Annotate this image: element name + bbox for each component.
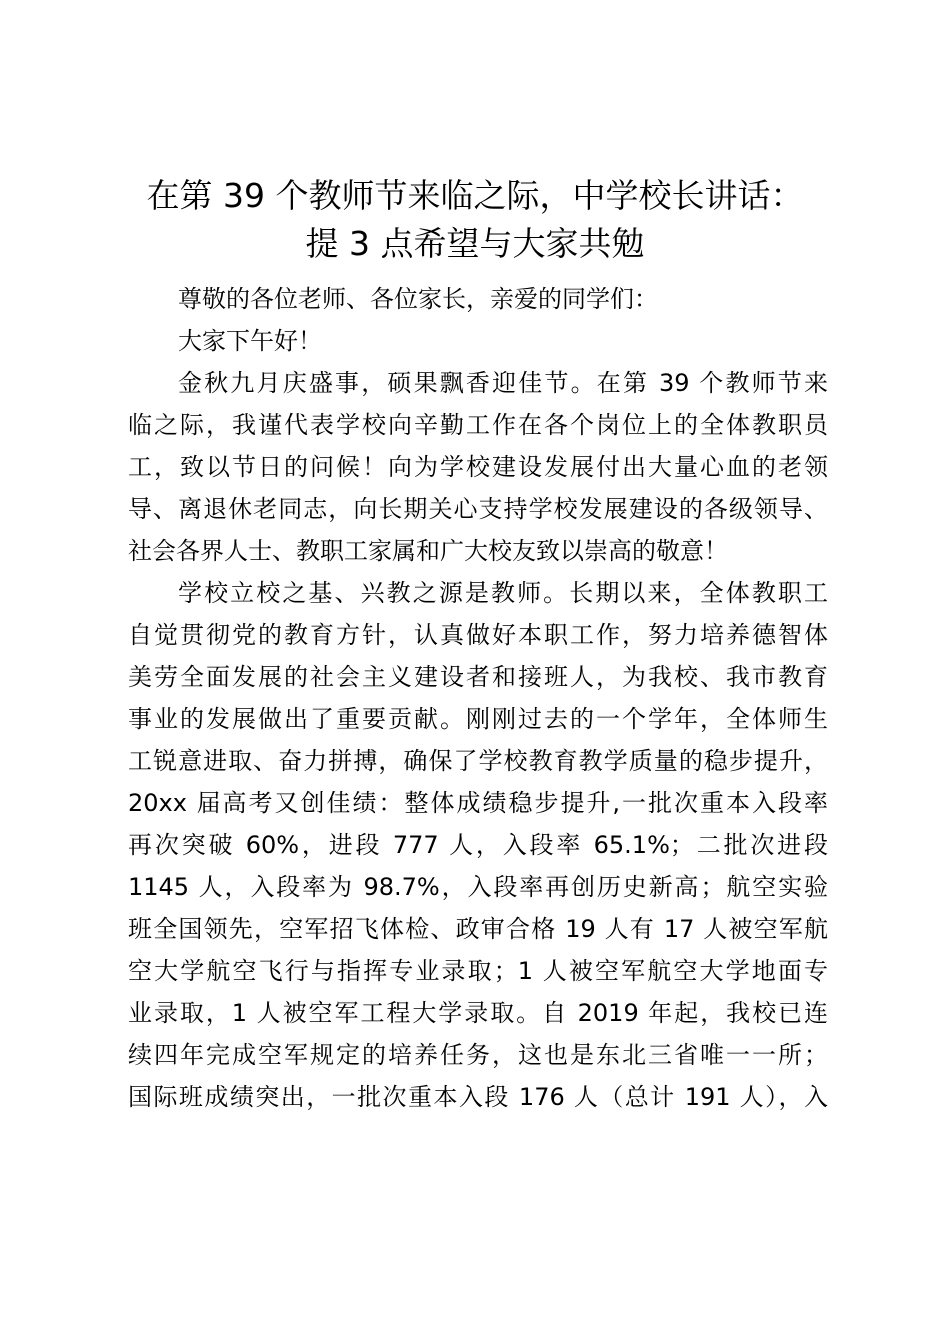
paragraph-2 [128, 572, 828, 1118]
paragraph-1 [128, 362, 828, 572]
text-line: 工锐意进取、奋力拼搏，确保了学校教育教学质量的稳步提升， [128, 747, 828, 775]
text-line: 续四年完成空军规定的培养任务，这也是东北三省唯一一所； [128, 1041, 828, 1069]
text-line: 再次突破 60%，进段 777 人，入段率 65.1%；二批次进段 [128, 831, 828, 859]
text-line: 社会各界人士、教职工家属和广大校友致以崇高的敬意！ [128, 537, 728, 565]
text-line: 自觉贯彻党的教育方针，认真做好本职工作，努力培养德智体 [128, 621, 828, 649]
title-line-1: 在第 39 个教师节来临之际，中学校长讲话： [146, 176, 804, 215]
text-line: 事业的发展做出了重要贡献。刚刚过去的一个学年，全体师生 [128, 705, 828, 733]
text-line: 业录取，1 人被空军工程大学录取。自 2019 年起，我校已连 [128, 999, 828, 1027]
text-line: 1145 人，入段率为 98.7%，入段率再创历史新高；航空实验 [128, 873, 828, 901]
text-line: 美劳全面发展的社会主义建设者和接班人，为我校、我市教育 [128, 663, 828, 691]
text-line: 学校立校之基、兴教之源是教师。长期以来，全体教职工 [178, 579, 828, 607]
title-line-2: 提 3 点希望与大家共勉 [305, 224, 645, 263]
text-line: 导、离退休老同志，向长期关心支持学校发展建设的各级领导、 [128, 495, 828, 523]
text-line: 金秋九月庆盛事，硕果飘香迎佳节。在第 39 个教师节来 [178, 369, 828, 397]
text-line: 临之际，我谨代表学校向辛勤工作在各个岗位上的全体教职员 [128, 411, 828, 439]
text-line: 大家下午好！ [178, 327, 322, 355]
document-title [110, 172, 840, 268]
greeting-paragraph [128, 278, 828, 320]
text-line: 班全国领先，空军招飞体检、政审合格 19 人有 17 人被空军航 [128, 915, 828, 943]
salutation-paragraph [128, 320, 828, 362]
text-line: 空大学航空飞行与指挥专业录取；1 人被空军航空大学地面专 [128, 957, 828, 985]
text-line: 工，致以节日的问候！向为学校建设发展付出大量心血的老领 [128, 453, 828, 481]
text-line: 20xx 届高考又创佳绩：整体成绩稳步提升,一批次重本入段率 [128, 789, 828, 817]
document-body [128, 278, 828, 1118]
text-line: 国际班成绩突出，一批次重本入段 176 人（总计 191 人），入 [128, 1083, 828, 1111]
text-line: 尊敬的各位老师、各位家长，亲爱的同学们： [178, 285, 658, 313]
